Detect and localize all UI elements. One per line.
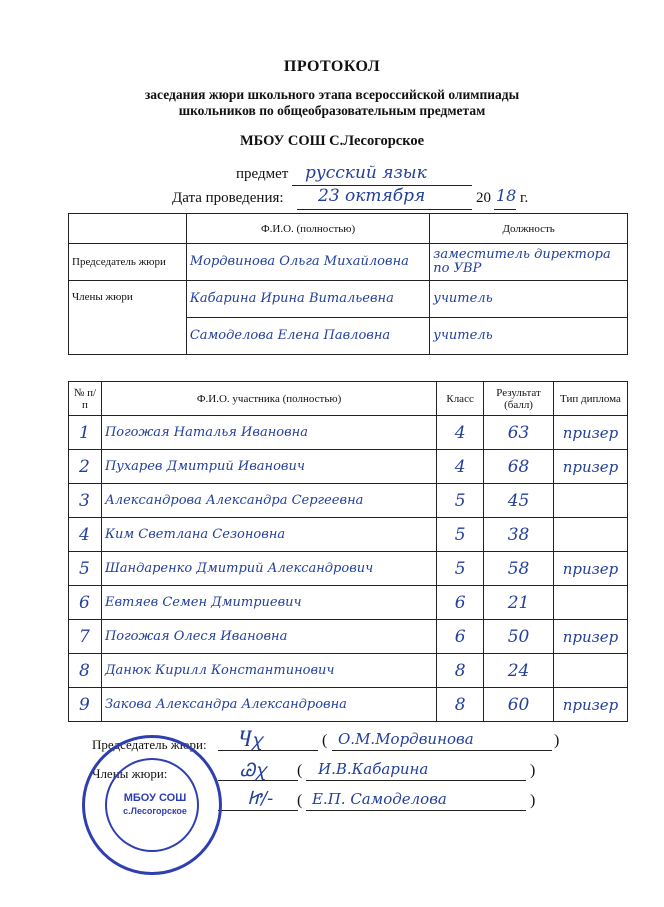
chair-name: Мордвинова Ольга Михайловна xyxy=(186,244,429,281)
member-position: учитель xyxy=(430,318,628,355)
chair-name-line xyxy=(332,750,552,751)
participant-name: Пухарев Дмитрий Иванович xyxy=(101,450,436,484)
participant-class: 5 xyxy=(437,484,484,518)
results-header-result: Результат (балл) xyxy=(484,382,554,416)
participant-diploma: призер xyxy=(554,416,628,450)
sign-members-label: Члены жюри: xyxy=(92,766,168,781)
participant-diploma: призер xyxy=(554,688,628,722)
member1-signature-icon: Ꮚꭓ xyxy=(240,760,266,781)
table-row xyxy=(69,552,628,586)
participant-class: 4 xyxy=(437,416,484,450)
results-header-row xyxy=(69,382,628,416)
date-year-unit: г. xyxy=(520,190,529,206)
participant-class: 6 xyxy=(437,586,484,620)
table-row xyxy=(69,416,628,450)
chair-sign-name: О.М.Мордвинова xyxy=(338,730,474,748)
chair-signature-line xyxy=(218,750,318,751)
participant-diploma xyxy=(554,484,628,518)
participant-score: 58 xyxy=(484,552,554,586)
results-header-diploma: Тип диплома xyxy=(554,382,628,416)
chair-label: Председатель жюри xyxy=(69,244,187,281)
row-number: 5 xyxy=(69,552,102,586)
row-number: 2 xyxy=(69,450,102,484)
table-row xyxy=(69,586,628,620)
table-row xyxy=(69,518,628,552)
member2-sign-name: Е.П. Самоделова xyxy=(312,790,447,808)
participant-name: Евтяев Семен Дмитриевич xyxy=(101,586,436,620)
jury-header-row xyxy=(69,214,628,244)
participant-class: 6 xyxy=(437,620,484,654)
member-name: Самоделова Елена Павловна xyxy=(186,318,429,355)
participant-class: 4 xyxy=(437,450,484,484)
row-number: 4 xyxy=(69,518,102,552)
participant-class: 5 xyxy=(437,552,484,586)
participant-class: 8 xyxy=(437,688,484,722)
participant-name: Александрова Александра Сергеевна xyxy=(101,484,436,518)
participant-diploma xyxy=(554,518,628,552)
participant-score: 45 xyxy=(484,484,554,518)
member1-sign-name: И.В.Кабарина xyxy=(318,760,429,778)
row-number: 3 xyxy=(69,484,102,518)
participant-diploma xyxy=(554,586,628,620)
participant-score: 38 xyxy=(484,518,554,552)
participant-class: 5 xyxy=(437,518,484,552)
subject-label: предмет xyxy=(236,166,289,182)
table-row xyxy=(69,688,628,722)
stamp-line1: МБОУ СОШ xyxy=(123,792,187,804)
date-day-month: 23 октября xyxy=(318,186,426,206)
school-name: МБОУ СОШ С.Лесогорское xyxy=(239,133,425,149)
participant-score: 21 xyxy=(484,586,554,620)
subject-value: русский язык xyxy=(305,163,427,183)
sign-chair-label: Председатель жюри: xyxy=(92,737,207,752)
member-name: Кабарина Ирина Витальевна xyxy=(186,281,429,318)
jury-header-empty xyxy=(69,214,187,244)
row-number: 6 xyxy=(69,586,102,620)
results-header-name: Ф.И.О. участника (полностью) xyxy=(101,382,436,416)
member1-paren-open: ( xyxy=(297,762,303,779)
participant-name: Закова Александра Александровна xyxy=(101,688,436,722)
row-number: 8 xyxy=(69,654,102,688)
jury-chair-row xyxy=(69,244,628,281)
date-underline xyxy=(297,209,472,210)
members-label: Члены жюри xyxy=(69,281,187,355)
member2-signature-icon: Ꮵ/- xyxy=(248,788,274,809)
row-number: 1 xyxy=(69,416,102,450)
member2-signature-line xyxy=(218,810,298,811)
participant-name: Шандаренко Дмитрий Александрович xyxy=(101,552,436,586)
results-header-num: № п/п xyxy=(69,382,102,416)
table-row xyxy=(69,484,628,518)
participant-diploma: призер xyxy=(554,620,628,654)
results-table xyxy=(68,381,628,722)
member-position: учитель xyxy=(430,281,628,318)
subtitle-line1: заседания жюри школьного этапа всероссийской олимпиады xyxy=(144,87,520,102)
participant-class: 8 xyxy=(437,654,484,688)
chair-paren-open: ( xyxy=(322,732,328,749)
member1-paren-close: ) xyxy=(530,762,536,779)
chair-signature-icon: Ⴗꭓ xyxy=(238,730,262,751)
participant-diploma xyxy=(554,654,628,688)
participant-score: 68 xyxy=(484,450,554,484)
participant-diploma: призер xyxy=(554,450,628,484)
participant-name: Данюк Кирилл Константинович xyxy=(101,654,436,688)
participant-score: 50 xyxy=(484,620,554,654)
jury-header-name: Ф.И.О. (полностью) xyxy=(186,214,429,244)
stamp-inner-ring xyxy=(105,758,199,852)
member2-name-line xyxy=(306,810,526,811)
subtitle-line2: школьников по общеобразовательным предметам xyxy=(178,103,486,118)
participant-score: 63 xyxy=(484,416,554,450)
participant-name: Погожая Наталья Ивановна xyxy=(101,416,436,450)
participant-score: 60 xyxy=(484,688,554,722)
document-title: ПРОТОКОЛ xyxy=(283,58,381,75)
jury-table xyxy=(68,213,628,355)
year-underline xyxy=(494,209,516,210)
row-number: 9 xyxy=(69,688,102,722)
participant-name: Погожая Олеся Ивановна xyxy=(101,620,436,654)
jury-member-row xyxy=(69,281,628,318)
chair-position: заместитель директора по УВР xyxy=(430,244,628,281)
member2-paren-close: ) xyxy=(530,792,536,809)
results-header-class: Класс xyxy=(437,382,484,416)
participant-name: Ким Светлана Сезоновна xyxy=(101,518,436,552)
participant-diploma: призер xyxy=(554,552,628,586)
table-row xyxy=(69,620,628,654)
row-number: 7 xyxy=(69,620,102,654)
chair-paren-close: ) xyxy=(554,732,560,749)
table-row xyxy=(69,450,628,484)
table-row xyxy=(69,654,628,688)
date-year-prefix: 20 xyxy=(476,190,491,206)
jury-header-position: Должность xyxy=(430,214,628,244)
date-label: Дата проведения: xyxy=(172,190,284,206)
stamp-line2: с.Лесогорское xyxy=(123,806,187,816)
member2-paren-open: ( xyxy=(297,792,303,809)
member1-name-line xyxy=(306,780,526,781)
participant-score: 24 xyxy=(484,654,554,688)
school-stamp-icon xyxy=(82,735,222,875)
date-year-suffix: 18 xyxy=(496,186,517,205)
